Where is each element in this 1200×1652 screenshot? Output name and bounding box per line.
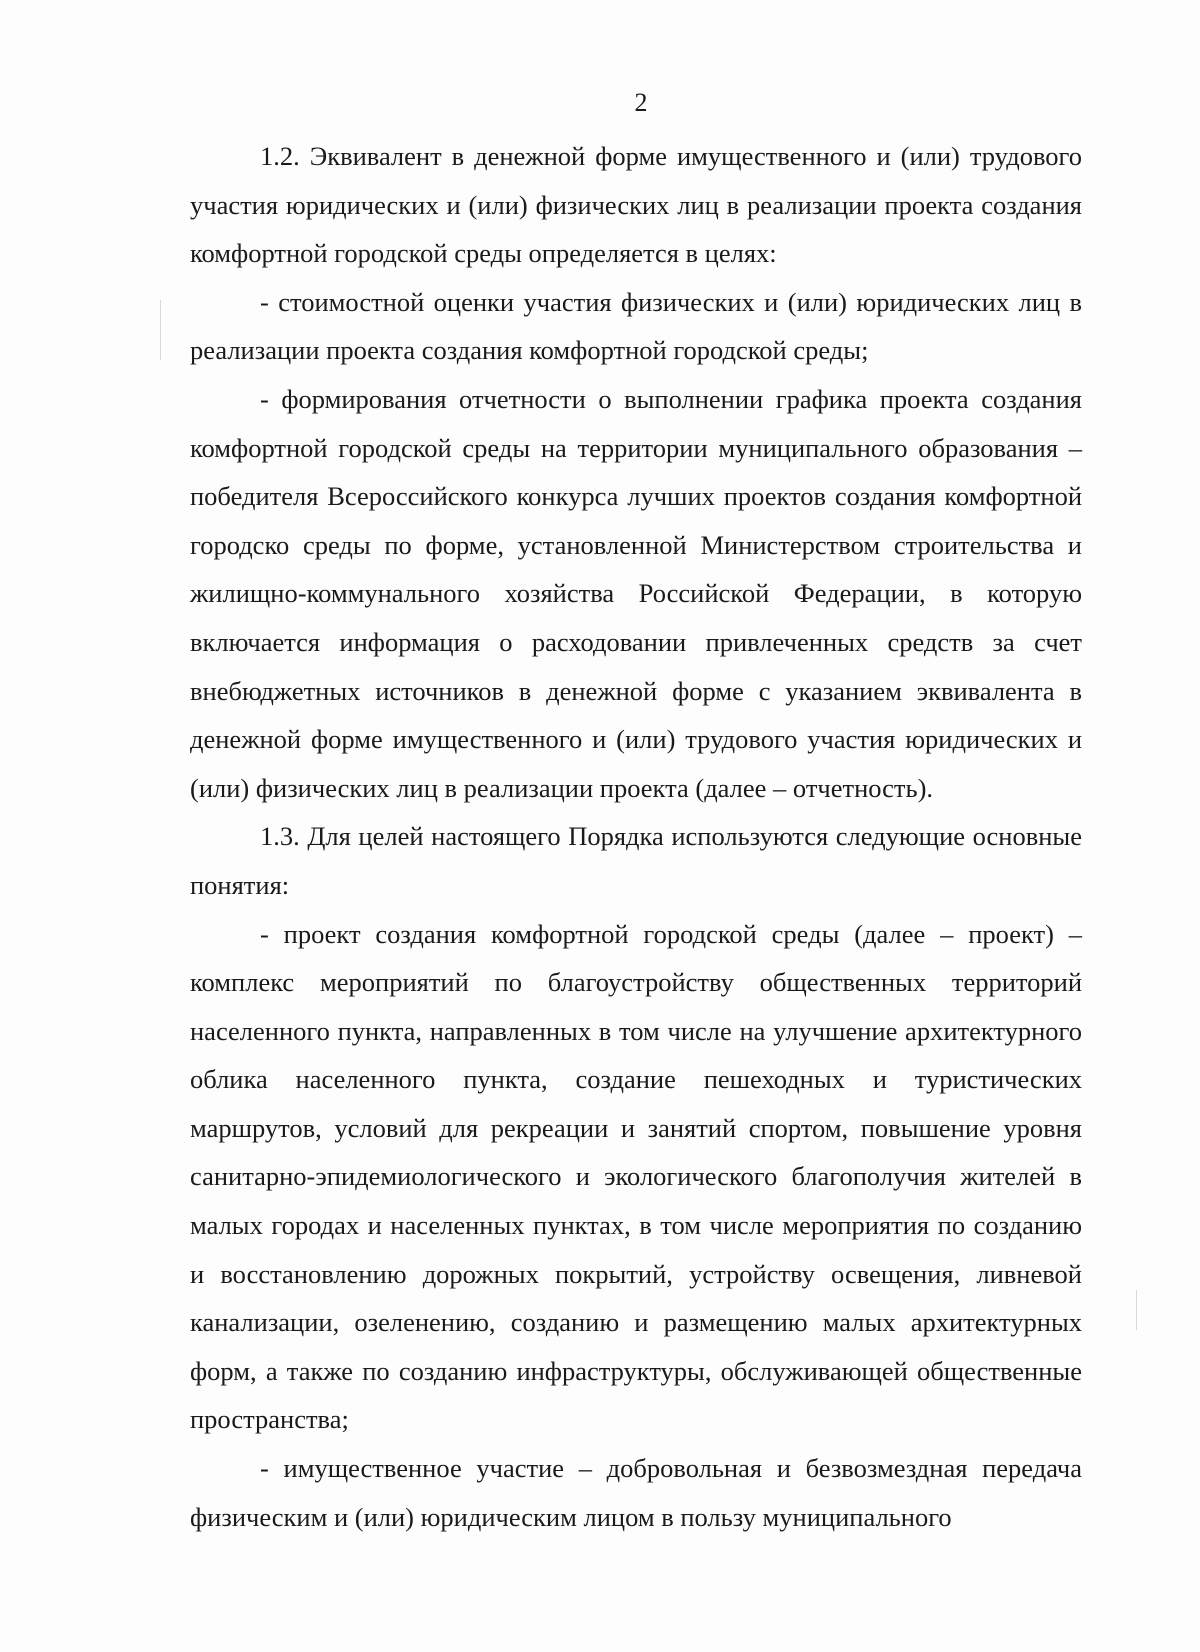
scan-artifact-line: [160, 300, 161, 360]
paragraph-purpose-valuation: - стоимостной оценки участия физических и (или) юридических лиц в реализации проекта создания комфортной городской среды;: [190, 286, 1082, 366]
paragraph-1-3: 1.3. Для целей настоящего Порядка используются следующие основные понятия:: [190, 821, 1082, 900]
document-body: [190, 132, 1082, 1541]
page-number: 2: [634, 88, 648, 117]
paragraph-definition-project: - проект создания комфортной городской среды (далее – проект) – комплекс мероприятий по благоустройству общественных территорий населенного пункта, направленных в том числе на улучшение архитектурного облика населенного пункта, создание пешеходных и туристических маршрутов, условий для рекреации и занятий спортом, повышение уровня санитарно-эпидемиологического и экологического благополучия жителей в малых городах и населенных пунктах, в том числе мероприятия по созданию и восстановлению дорожных покрытий, устройству освещения, ливневой канализации, озеленению, созданию и размещению малых архитектурных форм, а также по созданию инфраструктуры, обслуживающей общественные пространства;: [190, 918, 1082, 1435]
paragraph-purpose-reporting: - формирования отчетности о выполнении графика проекта создания комфортной городской среды на территории муниципального образования – победителя Всероссийского конкурса лучших проектов создания комфортной городско среды по форме, установленной Министерством строительства и жилищно-коммунального хозяйства Российской Федерации, в которую включается информация о расходовании привлеченных средств за счет внебюджетных источников в денежной форме с указанием эквивалента в денежной форме имущественного и (или) трудового участия юридических и (или) физических лиц в реализации проекта (далее – отчетность).: [190, 383, 1082, 803]
paragraph-definition-property-participation: - имущественное участие – добровольная и безвозмездная передача физическим и (или) юридическим лицом в пользу муниципального: [190, 1453, 1082, 1532]
scan-artifact-line: [1136, 1290, 1137, 1330]
paragraph-1-2: 1.2. Эквивалент в денежной форме имущественного и (или) трудового участия юридических и (или) физических лиц в реализации проекта создания комфортной городской среды определяется в целях:: [190, 141, 1082, 269]
